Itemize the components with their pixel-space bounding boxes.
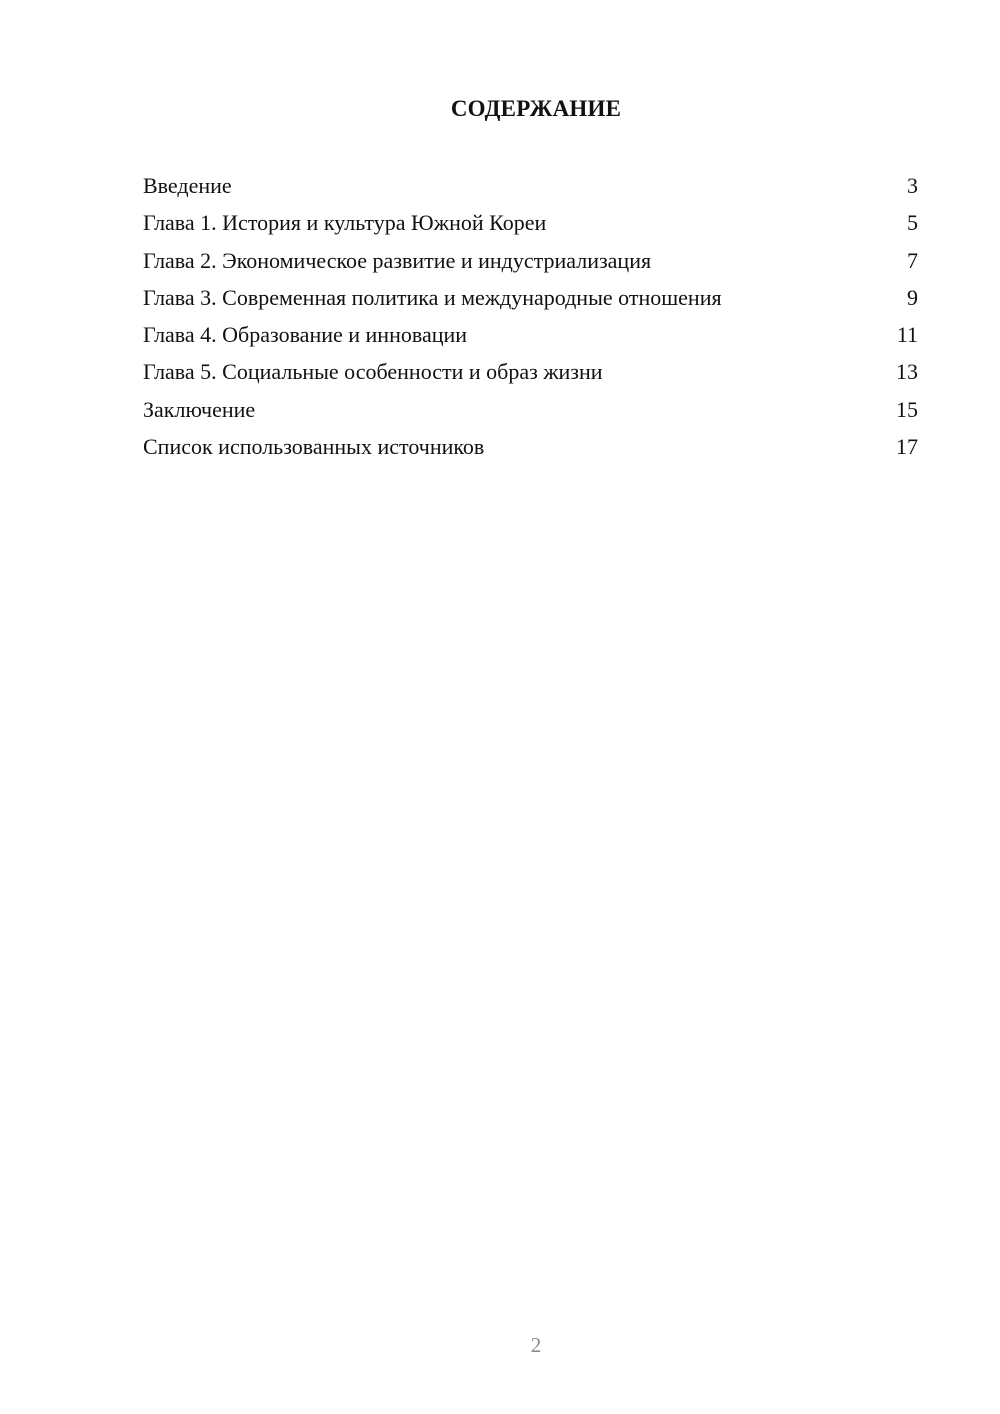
toc-entry-page: 7: [907, 247, 918, 273]
toc-entry-references: [143, 430, 918, 467]
toc-entry-page: 17: [896, 434, 918, 460]
toc-entry-page: 9: [907, 284, 918, 310]
toc-entry-page: 3: [907, 173, 918, 198]
toc-entry-label: Список использованных источников: [143, 434, 485, 460]
toc-entry-page: 11: [896, 322, 918, 348]
toc-entry-label: Заключение: [143, 396, 256, 422]
toc-entry-chapter-5: [143, 355, 918, 392]
page-number: 2: [530, 1333, 542, 1357]
toc-entry-chapter-2: [143, 244, 918, 281]
toc-entry-label: Введение: [143, 173, 232, 198]
toc-entry-conclusion: [143, 393, 918, 430]
toc-entry-label: Глава 2. Экономическое развитие и индустриализация: [143, 247, 652, 273]
table-of-contents: [143, 169, 918, 467]
toc-title: СОДЕРЖАНИЕ: [450, 96, 622, 121]
toc-entry-label: Глава 4. Образование и инновации: [143, 322, 468, 348]
toc-entry-chapter-4: [143, 318, 918, 355]
toc-entry-label: Глава 3. Современная политика и международные отношения: [143, 284, 722, 310]
toc-entry-label: Глава 1. История и культура Южной Кореи: [143, 210, 547, 236]
toc-entry-page: 5: [907, 210, 918, 236]
toc-entry-chapter-1: [143, 206, 918, 243]
toc-entry-introduction: [143, 169, 918, 206]
toc-entry-page: 15: [896, 396, 918, 422]
toc-entry-label: Глава 5. Социальные особенности и образ жизни: [143, 359, 603, 385]
toc-entry-chapter-3: [143, 281, 918, 318]
toc-entry-page: 13: [896, 359, 918, 385]
